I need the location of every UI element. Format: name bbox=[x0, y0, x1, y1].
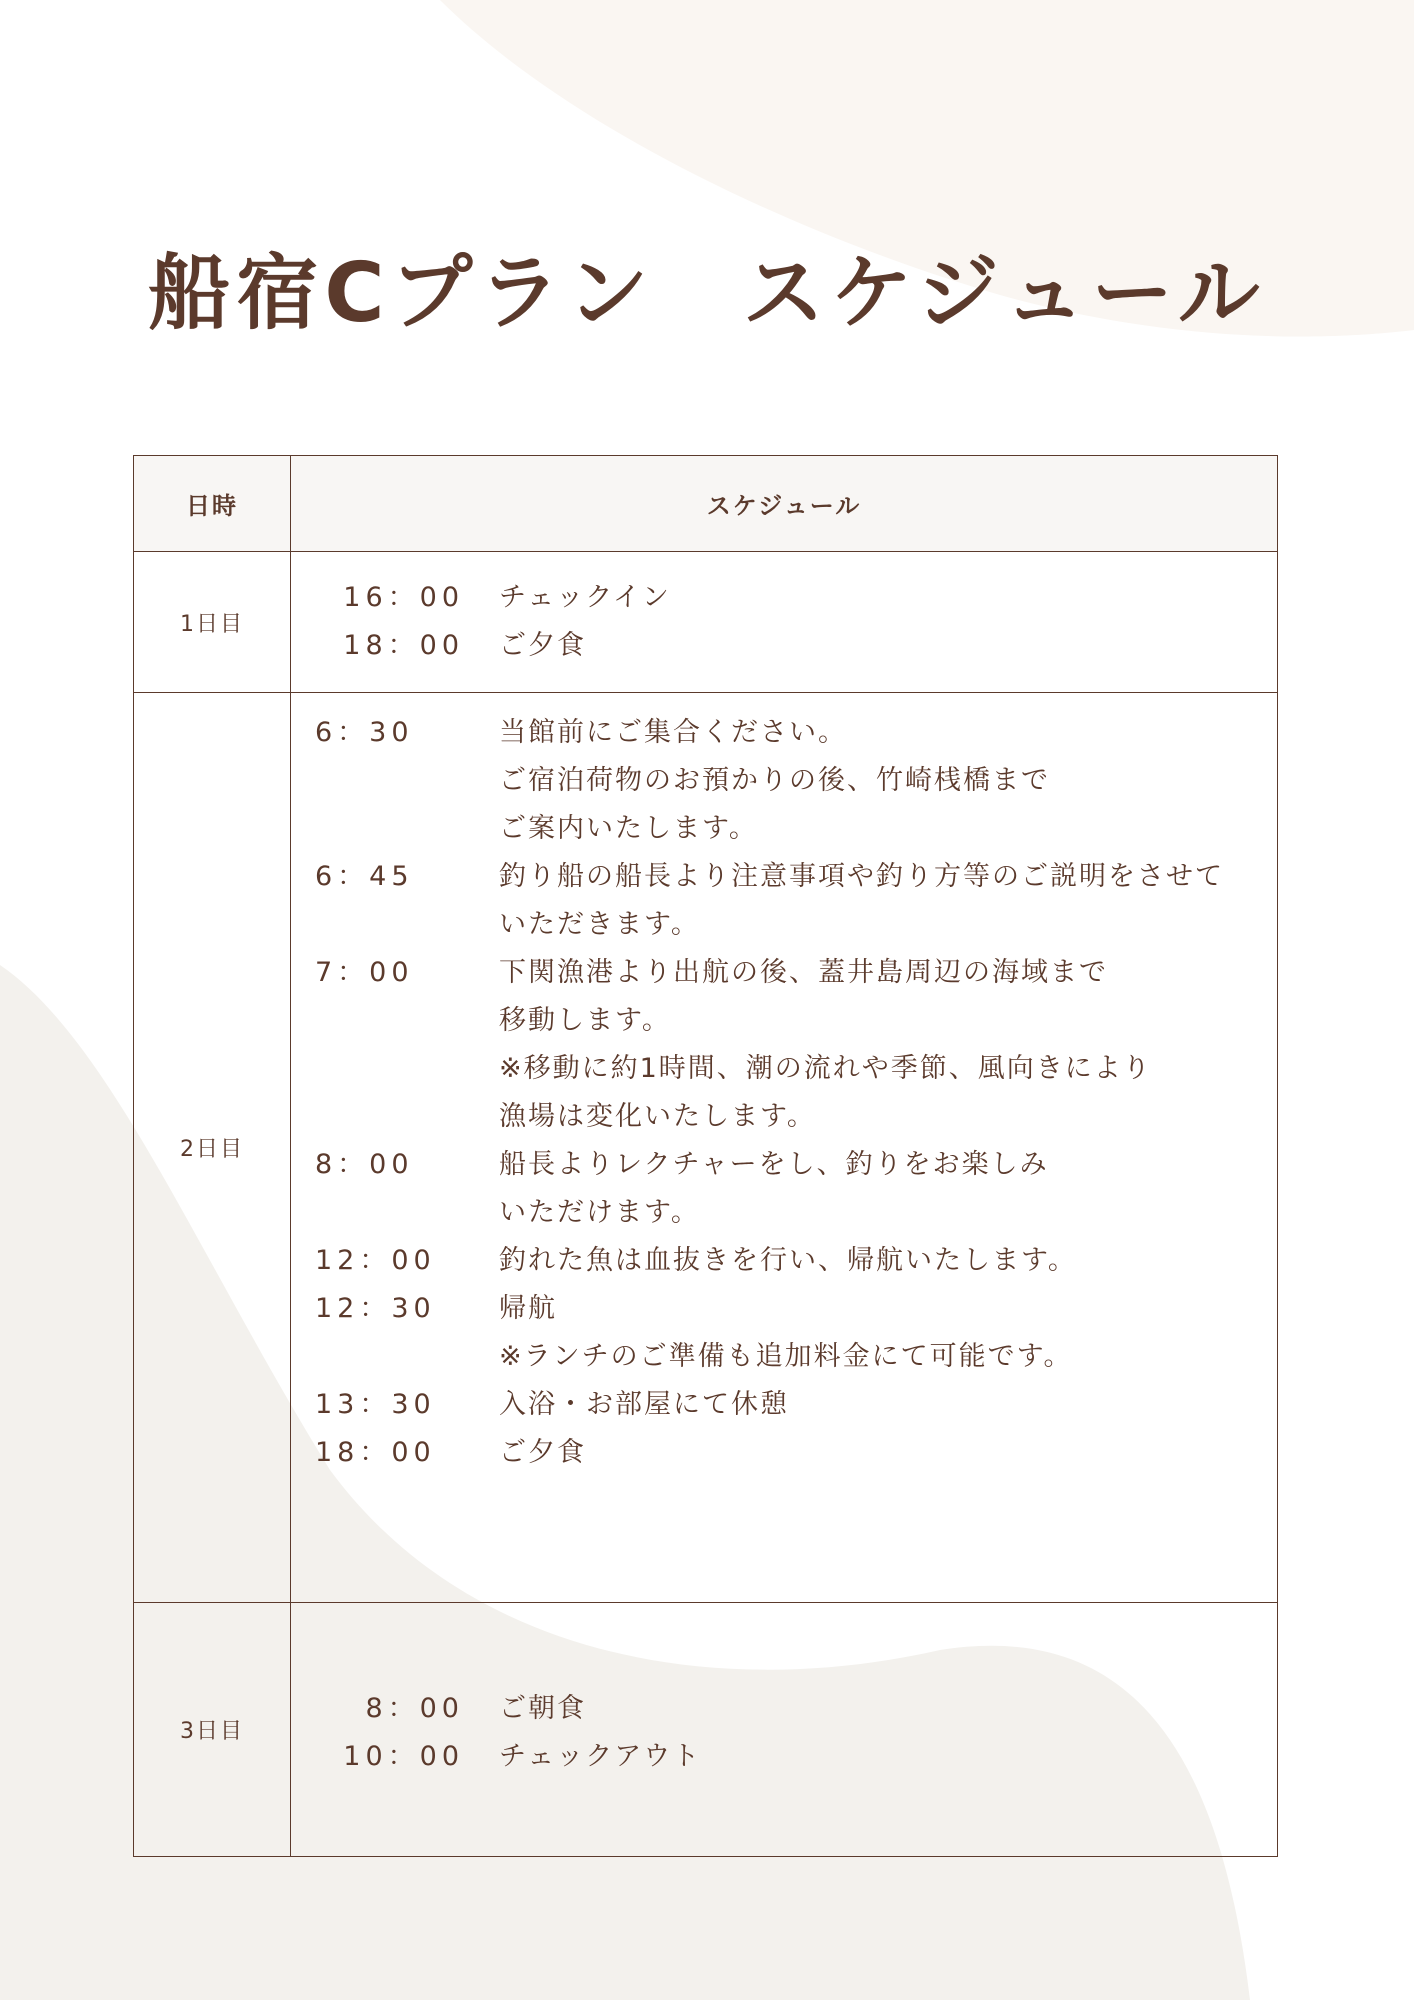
entry-description bbox=[464, 1381, 789, 1429]
entry-line: 帰航 bbox=[499, 1293, 557, 1324]
entry-time: 10：00 bbox=[343, 1741, 464, 1772]
page-title: 船宿Cプラン スケジュール bbox=[148, 246, 1266, 341]
schedule-entry bbox=[291, 1141, 1277, 1237]
schedule-entry bbox=[291, 853, 1277, 949]
schedule-cell bbox=[291, 552, 1278, 693]
header-day: 日時 bbox=[134, 456, 291, 552]
entry-description bbox=[464, 1429, 586, 1477]
entry-line: ご朝食 bbox=[499, 1693, 586, 1724]
schedule-entry bbox=[291, 1429, 1277, 1477]
entry-line: いただきます。 bbox=[499, 909, 700, 940]
schedule-entry bbox=[291, 574, 1277, 622]
entry-line: ご夕食 bbox=[499, 630, 586, 661]
entry-time: 12：00 bbox=[315, 1245, 436, 1276]
entry-line: ご夕食 bbox=[499, 1437, 586, 1468]
entry-time: 18：00 bbox=[343, 630, 464, 661]
entry-list bbox=[291, 1603, 1277, 1781]
entry-description bbox=[464, 1141, 1049, 1237]
entry-line: 船長よりレクチャーをし、釣りをお楽しみ bbox=[499, 1149, 1049, 1180]
schedule-entry bbox=[291, 709, 1277, 853]
entry-time: 18：00 bbox=[315, 1437, 436, 1468]
entry-time: 16：00 bbox=[343, 582, 464, 613]
entry-line: チェックアウト bbox=[499, 1741, 702, 1772]
entry-description bbox=[464, 1237, 1077, 1285]
entry-line: 移動します。 bbox=[499, 1005, 671, 1036]
entry-description bbox=[464, 853, 1224, 949]
entry-line: ご宿泊荷物のお預かりの後、竹崎桟橋まで bbox=[499, 765, 1050, 796]
header-schedule: スケジュール bbox=[291, 456, 1278, 552]
table-header-row bbox=[134, 456, 1278, 552]
entry-time: 13：30 bbox=[315, 1389, 436, 1420]
entry-time: 7：00 bbox=[315, 957, 414, 988]
day-label: 2日目 bbox=[134, 693, 291, 1603]
entry-line: 入浴・お部屋にて休憩 bbox=[499, 1389, 789, 1420]
entry-line: 釣れた魚は血抜きを行い、帰航いたします。 bbox=[499, 1245, 1077, 1276]
entry-description bbox=[464, 622, 586, 670]
entry-time: 6：30 bbox=[315, 717, 414, 748]
schedule-entry bbox=[291, 1237, 1277, 1285]
entry-line: ※ランチのご準備も追加料金にて可能です。 bbox=[499, 1341, 1073, 1372]
table-row bbox=[134, 552, 1278, 693]
entry-list bbox=[291, 552, 1277, 670]
entry-time: 8：00 bbox=[315, 1149, 414, 1180]
entry-description bbox=[464, 949, 1152, 1141]
schedule-cell bbox=[291, 1603, 1278, 1857]
entry-line: 当館前にご集合ください。 bbox=[499, 717, 847, 748]
schedule-cell bbox=[291, 693, 1278, 1603]
entry-description bbox=[464, 709, 1050, 853]
entry-line: 下関漁港より出航の後、蓋井島周辺の海域まで bbox=[499, 957, 1108, 988]
entry-description bbox=[464, 1285, 1072, 1381]
entry-description bbox=[464, 574, 671, 622]
entry-line: 釣り船の船長より注意事項や釣り方等のご説明をさせて bbox=[499, 861, 1224, 892]
schedule-entry bbox=[291, 1285, 1277, 1381]
day-label: 3日目 bbox=[134, 1603, 291, 1857]
schedule-entry bbox=[291, 1733, 1277, 1781]
entry-list bbox=[291, 693, 1277, 1477]
entry-line: チェックイン bbox=[499, 582, 671, 613]
schedule-entry bbox=[291, 622, 1277, 670]
schedule-table bbox=[133, 455, 1278, 1857]
entry-line: ※移動に約1時間、潮の流れや季節、風向きにより bbox=[499, 1053, 1152, 1084]
table-row bbox=[134, 1603, 1278, 1857]
entry-time: 6：45 bbox=[315, 861, 414, 892]
entry-description bbox=[464, 1685, 586, 1733]
entry-line: いただけます。 bbox=[499, 1197, 700, 1228]
schedule-entry bbox=[291, 1685, 1277, 1733]
entry-line: 漁場は変化いたします。 bbox=[499, 1101, 816, 1132]
schedule-entry bbox=[291, 1381, 1277, 1429]
entry-time: 8：00 bbox=[365, 1693, 464, 1724]
entry-line: ご案内いたします。 bbox=[499, 813, 758, 844]
entry-description bbox=[464, 1733, 701, 1781]
table-row bbox=[134, 693, 1278, 1603]
entry-time: 12：30 bbox=[315, 1293, 436, 1324]
schedule-entry bbox=[291, 949, 1277, 1141]
day-label: 1日目 bbox=[134, 552, 291, 693]
